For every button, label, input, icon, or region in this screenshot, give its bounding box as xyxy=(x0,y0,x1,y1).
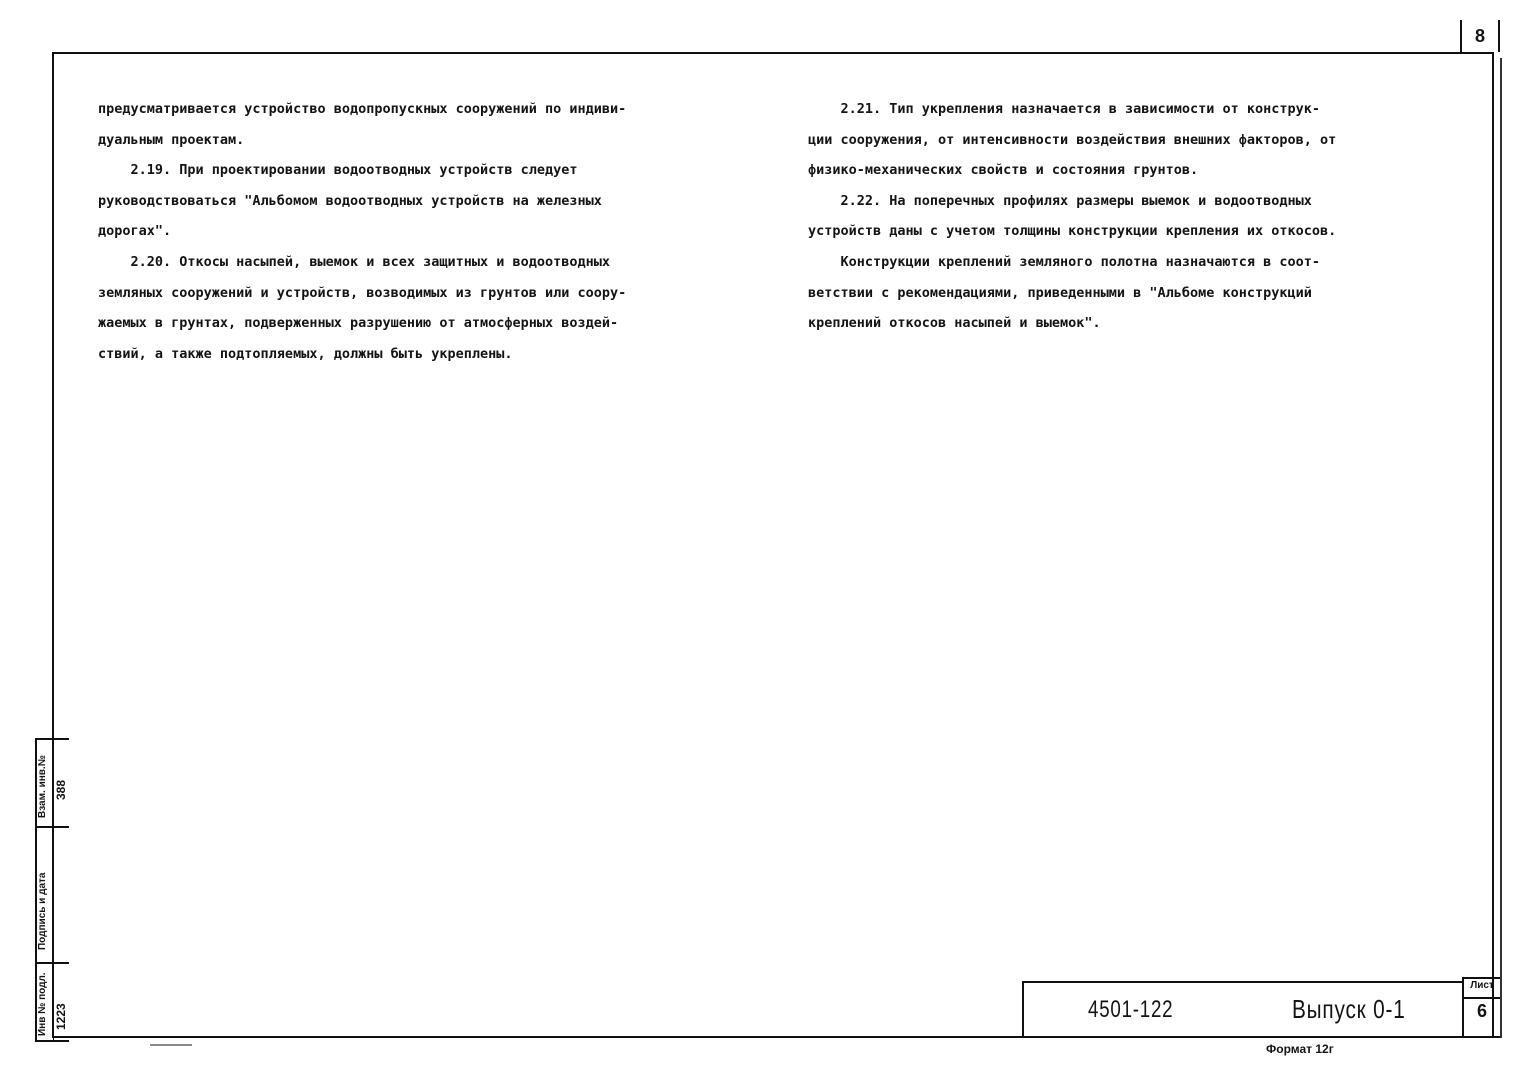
text-line: 2.22. На поперечных профилях размеры выемок и водоотводных xyxy=(808,192,1312,209)
sheet-label: Лист xyxy=(1470,980,1494,991)
text-line: дуальным проектам. xyxy=(98,131,245,148)
inv-original-value: 1223 xyxy=(54,1003,68,1030)
inv-original-label: Инв № подл. xyxy=(37,972,48,1036)
signature-date-label: Подпись и дата xyxy=(37,872,48,950)
text-line: устройств даны с учетом толщины конструкции крепления их откосов. xyxy=(808,223,1337,240)
side-stamp-divider xyxy=(35,826,69,828)
text-line: ции сооружения, от интенсивности воздействия внешних факторов, от xyxy=(808,131,1337,148)
frame-outer-right-line xyxy=(1500,58,1502,1038)
text-line: ветствии с рекомендациями, приведенными в "Альбоме конструкций xyxy=(808,284,1312,301)
format-label: Формат 12г xyxy=(1266,1042,1334,1056)
document-code: 4501-122 xyxy=(1088,996,1174,1023)
sheet-cell-divider xyxy=(1464,997,1500,999)
page-number: 8 xyxy=(1474,26,1485,46)
text-line: 2.20. Откосы насыпей, выемок и всех защитных и водоотводных xyxy=(98,253,611,270)
sheet-number: 6 xyxy=(1476,1001,1487,1021)
text-line: жаемых в грунтах, подверженных разрушению от атмосферных воздей- xyxy=(98,315,619,332)
sheet-number-cell xyxy=(1462,977,1500,1036)
text-line: руководствоваться "Альбомом водоотводных устройств на железных xyxy=(98,192,602,209)
text-line: ствий, а также подтопляемых, должны быть укреплены. xyxy=(98,345,513,362)
replaced-inv-label: Взам. инв.№ xyxy=(37,755,48,818)
side-stamp-divider xyxy=(35,962,69,964)
left-text-column xyxy=(98,94,718,369)
issue-label: Выпуск 0-1 xyxy=(1292,994,1406,1024)
replaced-inv-value: 388 xyxy=(54,779,68,800)
text-line: креплений откосов насыпей и выемок". xyxy=(808,315,1101,332)
text-line: Конструкции креплений земляного полотна назначаются в соот- xyxy=(808,253,1321,270)
right-text-column xyxy=(808,94,1432,339)
text-line: дорогах". xyxy=(98,223,172,240)
frame-bottom-line xyxy=(52,1036,1500,1038)
text-line: физико-механических свойств и состояния грунтов. xyxy=(808,162,1199,179)
scan-mark xyxy=(150,1044,192,1046)
text-line: 2.19. При проектировании водоотводных устройств следует xyxy=(98,162,578,179)
text-line: предусматривается устройство водопропускных сооружений по индиви- xyxy=(98,101,627,117)
text-line: 2.21. Тип укрепления назначается в зависимости от конструк- xyxy=(808,101,1321,117)
text-line: земляных сооружений и устройств, возводимых из грунтов или соору- xyxy=(98,284,627,301)
